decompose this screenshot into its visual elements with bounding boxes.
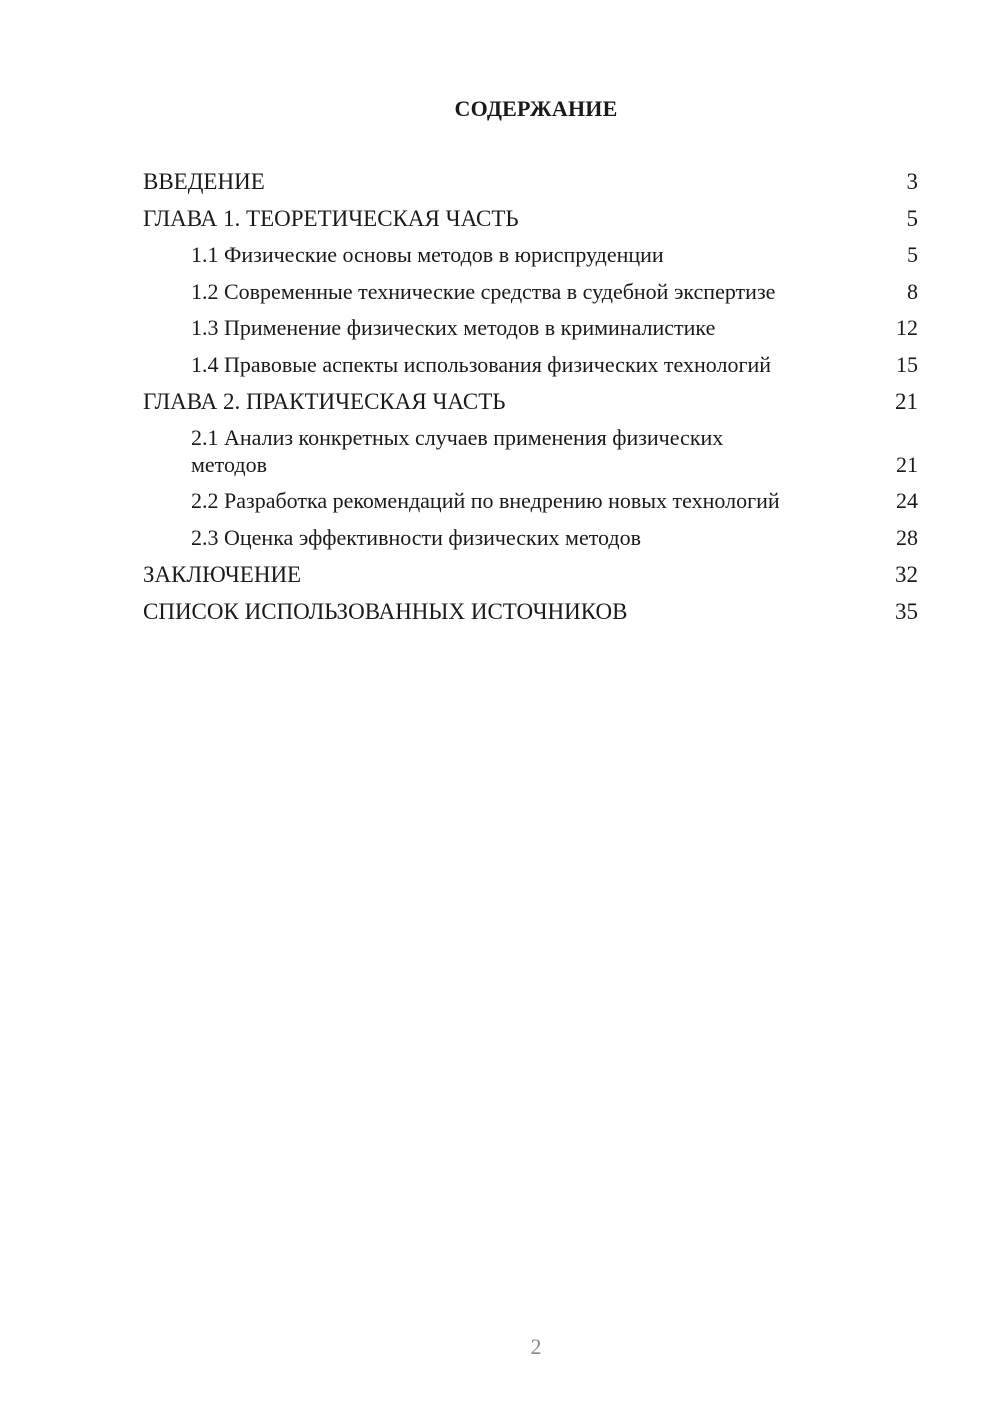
toc-entry-text: 2.2 Разработка рекомендаций по внедрению новых технологий: [191, 488, 780, 513]
toc-entry-section-1-4: [143, 352, 918, 379]
toc-entry-section-2-2: [143, 488, 918, 515]
toc-entry-text: 1.2 Современные технические средства в судебной экспертизе: [191, 278, 776, 304]
toc-entry-page: 28: [896, 524, 918, 550]
toc-entry-text: ГЛАВА 2. ПРАКТИЧЕСКАЯ ЧАСТЬ: [143, 389, 506, 414]
toc-entry-text: 2.3 Оценка эффективности физических методов: [191, 524, 641, 550]
toc-entry-page: 3: [906, 169, 918, 194]
page-title: СОДЕРЖАНИЕ: [454, 96, 618, 121]
page-number: 2: [530, 1334, 542, 1359]
toc-entry-section-1-1: [143, 242, 918, 269]
toc-entry-page: 8: [907, 278, 918, 304]
toc-entry-page: 15: [896, 351, 918, 377]
toc-entry-section-2-3: [143, 525, 918, 552]
toc-entry-conclusion: [143, 561, 918, 588]
toc-entry-text: ГЛАВА 1. ТЕОРЕТИЧЕСКАЯ ЧАСТЬ: [143, 206, 519, 231]
toc-entry-chapter-1: [143, 205, 918, 232]
toc-entry-text: 1.1 Физические основы методов в юриспруденции: [191, 242, 664, 267]
toc-entry-text: ВВЕДЕНИЕ: [143, 169, 265, 194]
toc-entry-page: 32: [895, 562, 918, 587]
toc-entry-section-1-3: [143, 315, 918, 342]
toc-entry-chapter-2: [143, 388, 918, 415]
toc-entry-introduction: [143, 168, 918, 195]
toc-entry-references: [143, 598, 918, 625]
toc-entry-page: 12: [896, 315, 918, 340]
toc-entry-page: 35: [895, 599, 918, 624]
toc-entry-text: 1.3 Применение физических методов в криминалистике: [191, 315, 716, 340]
table-of-contents: [143, 168, 918, 635]
toc-entry-page: 5: [906, 206, 918, 231]
toc-entry-section-1-2: [143, 279, 918, 306]
toc-entry-text: 2.1 Анализ конкретных случаев применения физических методов: [191, 425, 724, 477]
toc-entry-text: 1.4 Правовые аспекты использования физических технологий: [191, 351, 772, 377]
toc-entry-section-2-1: [143, 425, 918, 478]
toc-entry-page: 21: [895, 389, 918, 414]
toc-entry-page: 5: [907, 242, 918, 267]
toc-entry-page: 21: [896, 451, 918, 477]
toc-entry-page: 24: [896, 488, 918, 513]
toc-entry-text: ЗАКЛЮЧЕНИЕ: [143, 562, 302, 587]
toc-entry-text: СПИСОК ИСПОЛЬЗОВАННЫХ ИСТОЧНИКОВ: [143, 599, 628, 624]
